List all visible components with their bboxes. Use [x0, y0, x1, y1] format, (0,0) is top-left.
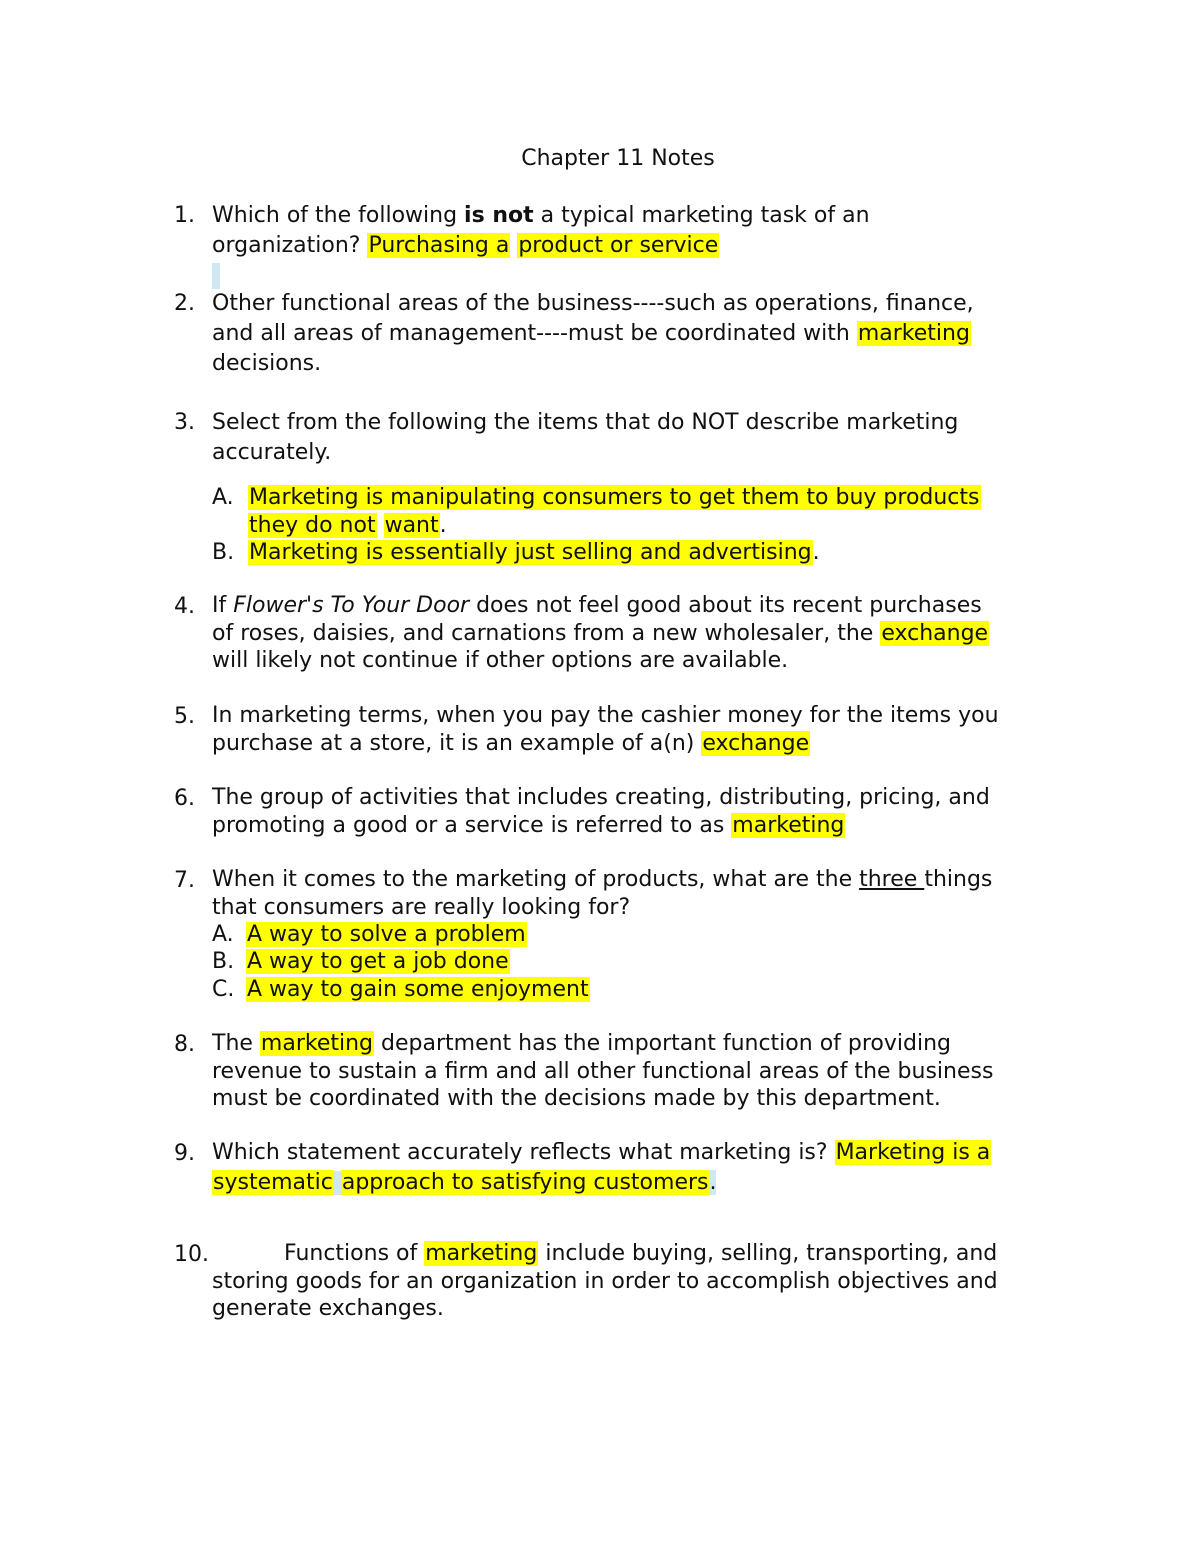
highlighted-answer: Marketing is essentially just selling and advertising: [249, 540, 812, 565]
question-line: systematic approach to satisfying customers.: [213, 1169, 717, 1195]
question-number: 5.: [174, 704, 195, 729]
highlighted-answer: marketing: [732, 812, 845, 838]
question-line: revenue to sustain a firm and all other functional areas of the business: [212, 1058, 994, 1084]
selection-marker: [212, 263, 220, 289]
question-line: Which of the following is not a typical marketing task of an: [212, 203, 870, 228]
question-line: accurately.: [212, 440, 332, 465]
highlighted-answer: marketing: [425, 1241, 538, 1266]
question-number: 7.: [174, 868, 195, 893]
highlighted-answer: exchange: [702, 730, 810, 756]
question-line: In marketing terms, when you pay the cashier money for the items you: [212, 703, 999, 728]
question-line: The marketing department has the important function of providing: [212, 1031, 951, 1056]
question-line: storing goods for an organization in order to accomplish objectives and: [212, 1268, 998, 1294]
highlighted-answer: systematic: [213, 1169, 333, 1195]
highlighted-answer: product or service: [518, 233, 719, 258]
question-line: Which statement accurately reflects what marketing is? Marketing is a: [212, 1140, 991, 1165]
document-page: Chapter 11 Notes 1. Which of the following is not a typical marketing task of an organization? Purchasing a product or service 2. Other functional areas of the business----such as operations, finance, and all areas of management----must be coordinated with marketing decisions. 3. Select from the following the items that do NOT describe marketing accurately. A. Marketing is manipulating consumers to get them to buy products they do not want. B. Marketing is essentially just selling and advertising. 4. If Flower's To Your Door does not feel good about its recent purchases of roses, daisies, and carnations from a new wholesaler, the exchange will likely not continue if other options are available. 5. In marketing terms, when you pay the cashier money for the items you purchase at a store, it is an example of a(n) exchange 6. The group of activities that includes creating, distributing, pricing, and promoting a good or a service is referred to as marketing 7. When it comes to the marketing of products, what are the three things that consumers are really looking for? A. A way to solve a problem B. A way to get a job done C. A way to gain some enjoyment 8. The marketing department has the important function of providing revenue to sustain a firm and all other functional areas of the business must be coordinated with the decisions made by this department. 9. Which statement accurately reflects what marketing is? Marketing is a systematic approach to satisfying customers. 10. Functions of marketing include buying, selling, transporting, and storing goods for an organization in order to accomplish objectives and generate exchanges.: [0, 0, 1200, 1553]
document-title: Chapter 11 Notes: [521, 146, 715, 171]
question-line: decisions.: [212, 351, 322, 376]
option-letter: B.: [212, 540, 235, 565]
italic-text: Flower's To Your Door: [233, 593, 470, 618]
highlighted-answer: A way to solve a problem: [247, 922, 526, 947]
question-line: that consumers are really looking for?: [212, 894, 631, 920]
highlighted-answer: marketing: [857, 321, 970, 346]
underlined-text: three: [859, 867, 925, 892]
question-line: will likely not continue if other options are available.: [212, 648, 789, 673]
question-line: promoting a good or a service is referred to as marketing: [212, 812, 845, 838]
option-letter: B.: [212, 949, 235, 974]
emphasis-text: is not: [464, 203, 534, 228]
highlighted-answer: approach to satisfying customers: [341, 1169, 709, 1195]
question-line: and all areas of management----must be coordinated with marketing: [212, 321, 970, 346]
option-letter: C.: [212, 977, 235, 1002]
question-line: of roses, daisies, and carnations from a new wholesaler, the exchange: [212, 620, 989, 646]
highlighted-answer: A way to get a job done: [247, 949, 509, 974]
highlighted-answer: Marketing is a: [835, 1140, 991, 1165]
question-line: Functions of marketing include buying, selling, transporting, and: [284, 1241, 998, 1266]
question-line: organization? Purchasing a product or service: [212, 233, 719, 258]
question-line: When it comes to the marketing of products, what are the three things: [212, 867, 993, 892]
question-line: If Flower's To Your Door does not feel good about its recent purchases: [212, 593, 982, 618]
question-number: 4.: [174, 594, 195, 619]
highlighted-answer: marketing: [260, 1031, 374, 1056]
highlighted-answer: Purchasing a: [368, 233, 510, 258]
option-letter: A.: [212, 485, 234, 510]
highlighted-answer: Marketing is manipulating consumers to get them to buy products: [249, 485, 980, 510]
highlighted-answer: they do not: [249, 512, 376, 538]
question-line: must be coordinated with the decisions made by this department.: [212, 1086, 941, 1111]
question-number: 6.: [174, 786, 195, 811]
question-line: The group of activities that includes creating, distributing, pricing, and: [212, 785, 990, 810]
highlighted-answer: exchange: [881, 620, 989, 646]
question-line: generate exchanges.: [212, 1296, 444, 1321]
highlighted-answer: want: [384, 512, 439, 538]
highlighted-answer: A way to gain some enjoyment: [247, 977, 589, 1002]
question-line: purchase at a store, it is an example of a(n) exchange: [212, 730, 810, 756]
question-number: 10.: [174, 1242, 209, 1267]
question-number: 2.: [174, 291, 195, 316]
question-line: Other functional areas of the business----such as operations, finance,: [212, 291, 974, 316]
question-number: 3.: [174, 410, 195, 435]
question-line: Select from the following the items that do NOT describe marketing: [212, 410, 959, 435]
question-number: 9.: [174, 1141, 195, 1166]
option-letter: A.: [212, 922, 234, 947]
question-number: 8.: [174, 1032, 195, 1057]
selection-marker: [334, 1171, 341, 1195]
question-number: 1.: [174, 203, 195, 228]
